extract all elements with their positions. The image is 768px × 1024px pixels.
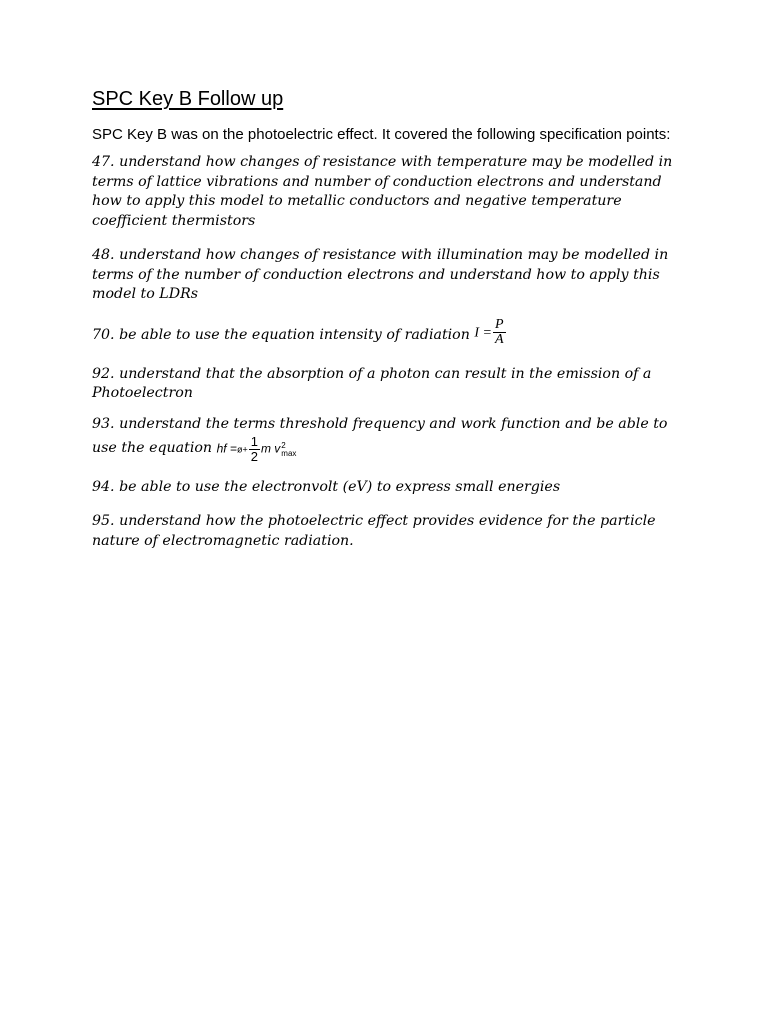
velocity-subscript: max bbox=[281, 448, 297, 458]
document-page bbox=[92, 86, 692, 566]
velocity-sup-sub bbox=[281, 442, 296, 458]
intensity-denominator: A bbox=[494, 332, 504, 348]
spec-point-93-text: 93. understand the terms threshold frequency and work function and be able to use the equation bbox=[92, 415, 668, 457]
spec-point-48: 48. understand how changes of resistance with illumination may be modelled in terms of the number of conduction electrons and understand how to apply this model to LDRs bbox=[92, 247, 669, 302]
spec-point-92: 92. understand that the absorption of a photon can result in the emission of a Photoelectron bbox=[92, 365, 652, 402]
spec-point-70 bbox=[92, 316, 692, 350]
photoelectric-equation bbox=[217, 435, 297, 463]
half-numerator: 1 bbox=[250, 434, 258, 450]
spec-point-95: 95. understand how the photoelectric effect provides evidence for the particle nature of electromagnetic radiation. bbox=[92, 513, 656, 549]
document-title: SPC Key B Follow up bbox=[92, 88, 284, 110]
spec-point-94: 94. be able to use the electronvolt (eV) to express small energies bbox=[92, 478, 561, 495]
intensity-equation bbox=[474, 318, 506, 348]
intensity-numerator: P bbox=[494, 316, 504, 332]
spec-point-70-text: 70. be able to use the equation intensity of radiation bbox=[92, 326, 475, 343]
velocity-superscript: 2 bbox=[281, 440, 286, 450]
intensity-fraction bbox=[493, 318, 506, 348]
photoelectric-equation-lhs: hf = bbox=[216, 441, 237, 456]
half-denominator: 2 bbox=[250, 449, 258, 465]
mass-velocity-term: m v bbox=[260, 441, 281, 456]
intensity-equation-lhs: I = bbox=[474, 324, 492, 340]
spec-point-47: 47. understand how changes of resistance with temperature may be modelled in terms of lattice vibrations and number of conduction electrons and understand how to apply this model to metallic conductors and negative temperature coefficient thermistors bbox=[92, 154, 673, 229]
half-fraction bbox=[249, 435, 260, 463]
work-function-symbol: ø bbox=[236, 444, 243, 455]
spec-point-93 bbox=[92, 415, 692, 463]
intro-paragraph: SPC Key B was on the photoelectric effect. It covered the following specification points: bbox=[92, 126, 671, 143]
plus-sign: + bbox=[242, 444, 248, 455]
